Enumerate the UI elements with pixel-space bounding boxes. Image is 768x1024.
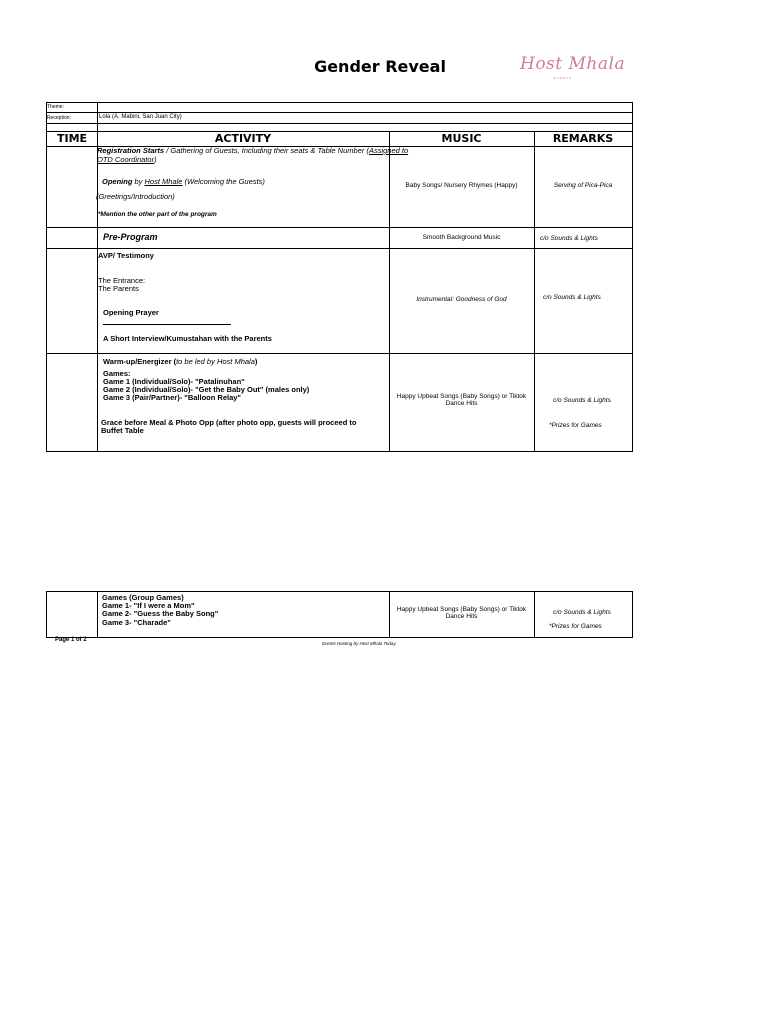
registration-text-2: OTD Coordinator) (97, 155, 157, 164)
bottom-music: Happy Upbeat Songs (Baby Songs) or Tiktok (396, 606, 527, 613)
row4-remarks: c/o Sounds & Lights (553, 397, 611, 404)
registration-text: Registration Starts / Gathering of Guests, Including their seats & Table Number (Assigned to (97, 146, 409, 155)
reception-value: Lola (A. Mabini, San Juan City) (99, 114, 182, 120)
row4-music-2: Dance Hits (445, 400, 478, 407)
bottom-remarks-2: *Prizes for Games (549, 623, 602, 630)
header-music: MUSIC (441, 132, 482, 145)
game-item: Game 1 (Individual/Solo)- "Patalinuhan" (103, 377, 245, 386)
pre-program-text: Pre-Program (103, 232, 158, 242)
host-mhala-logo (516, 52, 626, 82)
header-activity: ACTIVITY (214, 132, 272, 145)
row3-music: Instrumental: Goodness of God (416, 296, 507, 303)
grace-text-2: Buffet Table (101, 426, 144, 435)
game-item: Game 3 (Pair/Partner)- "Balloon Relay" (103, 393, 241, 402)
row1-music: Baby Songs/ Nursery Rhymes (Happy) (405, 182, 518, 189)
divider-line (103, 324, 231, 325)
group-game-item: Game 2- "Guess the Baby Song" (102, 609, 219, 618)
opening-prayer-text: Opening Prayer (103, 308, 159, 317)
warmup-text: Warm-up/Energizer (to be led by Host Mhala) (103, 357, 258, 366)
header-time: TIME (56, 132, 88, 145)
opening-text: Opening by Host Mhale (Welcoming the Guests) (102, 177, 265, 186)
interview-text: A Short Interview/Kumustahan with the Parents (103, 334, 272, 343)
logo-tagline: EVENTS (554, 76, 573, 80)
page-number: Page 1 of 2 (55, 637, 87, 643)
mention-note: *Mention the other part of the program (98, 211, 217, 218)
page-title: Gender Reveal (314, 57, 446, 76)
game-item: Game 2 (Individual/Solo)- "Get the Baby Out" (males only) (103, 385, 310, 394)
logo-script: Host Mhala (520, 54, 626, 74)
row3-remarks: c/o Sounds & Lights (543, 294, 601, 301)
grace-text: Grace before Meal & Photo Opp (after photo opp, guests will proceed to (101, 418, 357, 427)
reception-label: Reception: (47, 115, 71, 121)
theme-label: Theme: (47, 104, 64, 110)
bottom-remarks: c/o Sounds & Lights (553, 609, 611, 616)
header-remarks: REMARKS (552, 132, 614, 145)
row1-remarks: Serving of Pica-Pica (553, 182, 613, 189)
entrance-text: The Entrance: (98, 276, 146, 285)
row4-music: Happy Upbeat Songs (Baby Songs) or Tiktok (396, 393, 527, 400)
row2-remarks: c/o Sounds & Lights (540, 235, 598, 242)
footer-credit: Events Hosting by Host Mhala Today (322, 641, 396, 646)
parents-text: The Parents (98, 284, 139, 293)
group-game-item: Game 3- "Charade" (102, 618, 171, 627)
group-games-text: Games (Group Games) (102, 593, 184, 602)
group-game-item: Game 1- "If I were a Mom" (102, 601, 195, 610)
row4-remarks-2: *Prizes for Games (549, 422, 602, 429)
avp-text: AVP/ Testimony (98, 251, 154, 260)
greetings-text: (Greetings/Introduction) (96, 192, 175, 201)
bottom-music-2: Dance Hits (445, 613, 478, 620)
games-label: Games: (103, 369, 131, 378)
row2-music: Smooth Background Music (422, 234, 501, 241)
